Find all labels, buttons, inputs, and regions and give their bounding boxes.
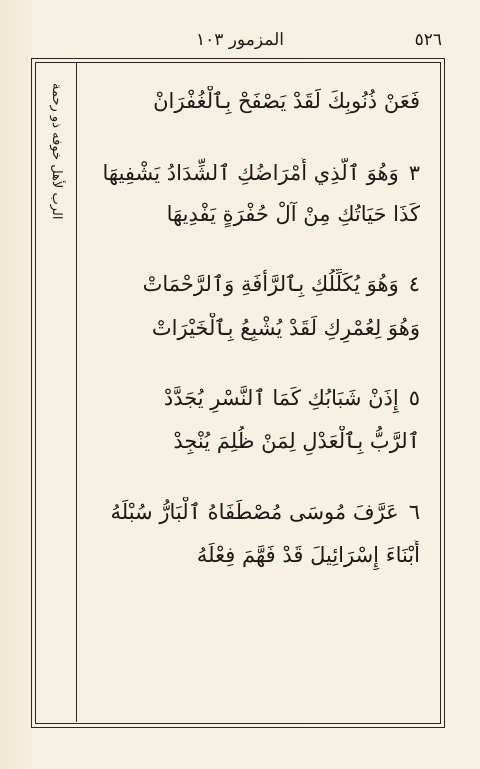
verse-text: ٱلرَّبُّ بِٱلْعَدْلِ لِمَنْ ظُلِمَ يُنْجِدْ [173,429,420,453]
margin-column-rule [76,62,77,722]
verse-text: أَبْنَاءَ إِسْرَائِيلَ قَدْ فَهَّمَ فِعْلَهُ [196,543,420,567]
verse-line [86,158,420,188]
verse-line [86,383,420,413]
verse-text: وَهُوَ ٱلَّذِي أَمْرَاضُكِ ٱلشِّدَادُ يَشْفِيهَا [102,161,399,185]
verse-text: فَعَنْ ذُنُوبِكَ لَقَدْ يَصْفَحْ بِٱلْغُفْرَانْ [153,89,420,113]
verse-line [86,426,420,456]
verse-number: ٣ [408,161,420,185]
verse-text: عَرَّفَ مُوسَى مُصْطَفَاهُ ٱلْبَارُّ سُبْلَهُ [110,500,399,524]
verse-text: إِذَنْ شَبَابُكِ كَمَا ٱلنَّسْرِ يُجَدَّدْ [163,386,399,410]
page-number: ٥٢٦ [414,30,442,50]
verse-line [86,86,420,116]
verse-line [86,199,420,229]
verse-number: ٤ [408,272,420,296]
verse-number: ٥ [408,386,420,410]
verse-text: كَذَا حَيَاتُكِ مِنْ آلْ حُفْرَةٍ يَفْدِيهَا [166,202,420,226]
verse-line [86,313,420,343]
page-header [30,28,450,56]
verse-line [86,269,420,299]
margin-note: الرب لأهل خوفه ذو رحمة [49,82,64,220]
verse-number: ٦ [408,500,420,524]
verse-text: وَهُوَ يُكَلِّلُكِ بِٱلرَّأْفَةِ وَٱلرَّحْمَاتْ [142,272,399,296]
running-title: المزمور ١٠٣ [195,30,285,50]
verse-line [86,540,420,570]
verse-text: وَهُوَ لِعُمْرِكِ لَقَدْ يُشْبِعُ بِٱلْخَيْرَاتْ [151,316,420,340]
verse-line [86,497,420,527]
